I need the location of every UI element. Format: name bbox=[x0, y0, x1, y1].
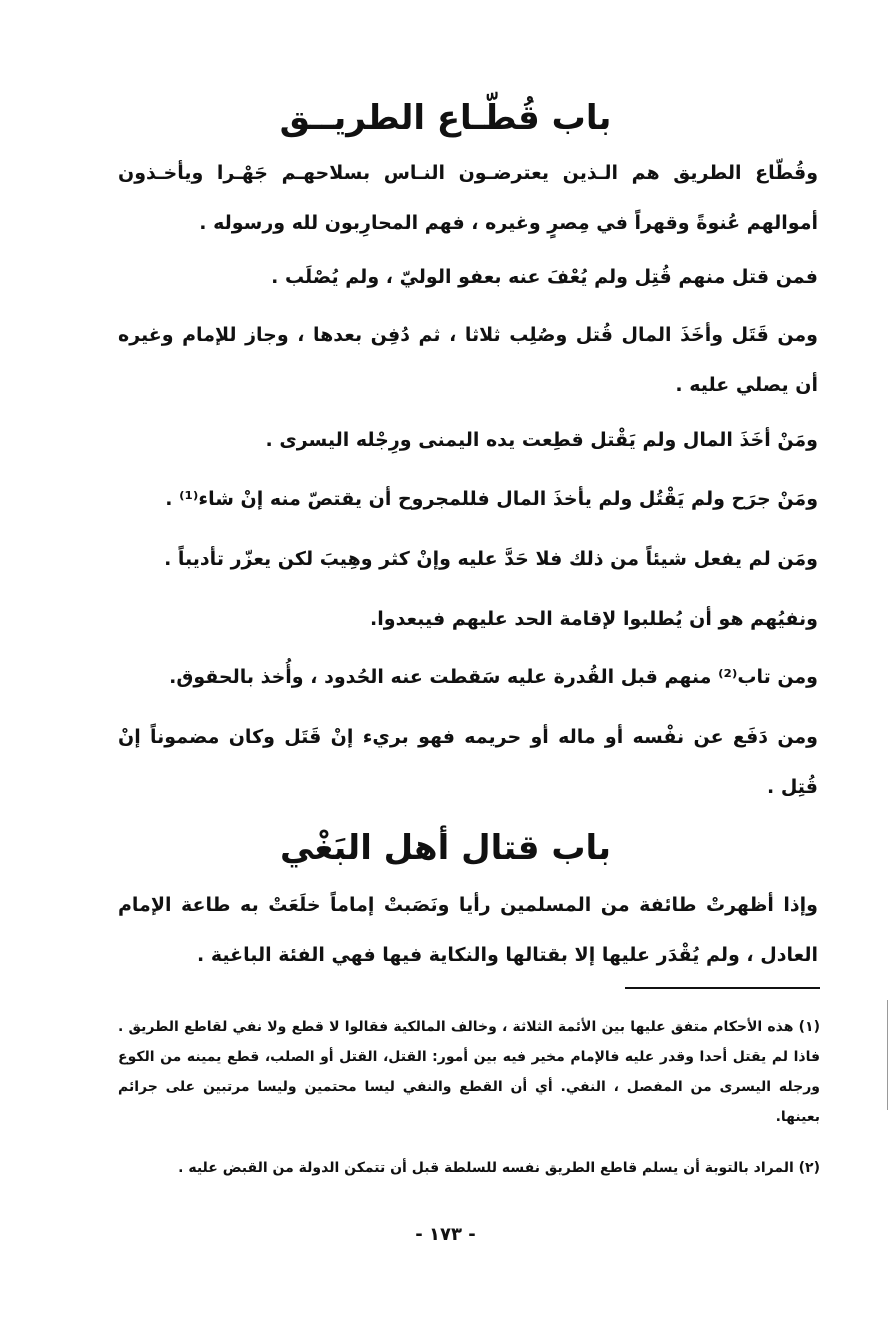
paragraph-take-money: ومَنْ أخَذَ المال ولم يَقْتل قطِعت يده اليمنى ورِجْله اليسرى . bbox=[265, 429, 818, 451]
paragraph-exile: ونفيُهم هو أن يُطلبوا لإقامة الحد عليهم فيبعدوا. bbox=[370, 608, 818, 630]
paragraph-wound: ومَنْ جرَح ولم يَقْتُل ولم يأخذَ المال فللمجروح أن يقتصّ منه إنْ شاء⁽¹⁾ . bbox=[165, 488, 818, 510]
scan-edge-line bbox=[887, 1000, 888, 1110]
footnote-2: (٢) المراد بالتوبة أن يسلم قاطع الطريق نفسه للسلطة قبل أن تتمكن الدولة من القبض عليه . bbox=[178, 1160, 820, 1176]
paragraph-no-act: ومَن لم يفعل شيئاً من ذلك فلا حَدَّ عليه وإنْ كثر وهِيبَ لكن يعزّر تأديباً . bbox=[164, 548, 818, 570]
paragraph-self-defense: ومن دَفَع عن نفْسه أو ماله أو حريمه فهو بريء إنْ قَتَل وكان مضموناً إنْ قُتِل . bbox=[118, 726, 818, 798]
section-title-highway-robbers: باب قُطّـاع الطريــق bbox=[279, 98, 612, 138]
footnote-separator bbox=[625, 987, 820, 989]
paragraph-definition: وقُطّاع الطريق هم الـذين يعترضـون النـاس بسلاحهـم جَهْـرا ويأخـذون أموالهم عُنوةً وقهراً في مِصرٍ وغيره ، فهم المحارِبون لله ورسوله . bbox=[118, 162, 818, 234]
paragraph-rebels-definition: وإذا أظهرتْ طائفة من المسلمين رأيا ونَصَبتْ إماماً خلَعَتْ به طاعة الإمام العادل ، ولم يُقْدَر عليها إلا بقتالها والنكاية فيها فهي الفئة الباغية . bbox=[118, 894, 818, 966]
footnote-1: (١) هذه الأحكام متفق عليها بين الأئمة الثلاثة ، وخالف المالكية فقالوا لا قطع ولا نفي لقاطع الطريق . فاذا لم يقتل أحدا وقدر عليه فالإمام مخير فيه بين أمور: القتل، القتل أو الصلب، قطع يمينه من الكوع ورجله اليسرى من المفصل ، النفي. أي أن القطع والنفي ليسا محتمين وليسا مرتبين على جرائم بعينها. bbox=[118, 1019, 820, 1125]
paragraph-repentance: ومن تاب⁽²⁾ منهم قبل القُدرة عليه سَقطت عنه الحُدود ، وأُخذ بالحقوق. bbox=[169, 666, 818, 688]
paragraph-kill: فمن قتل منهم قُتِل ولم يُعْفَ عنه بعفو الوليّ ، ولم يُصْلَب . bbox=[271, 266, 818, 288]
section-title-rebels: باب قتال أهل البَغْي bbox=[279, 828, 612, 868]
page-number: - ١٧٣ - bbox=[415, 1224, 476, 1245]
paragraph-kill-and-take: ومن قَتَل وأخَذَ المال قُتل وصُلِب ثلاثا ، ثم دُفِن بعدها ، وجاز للإمام وغيره أن يصلي عليه . bbox=[118, 324, 818, 396]
